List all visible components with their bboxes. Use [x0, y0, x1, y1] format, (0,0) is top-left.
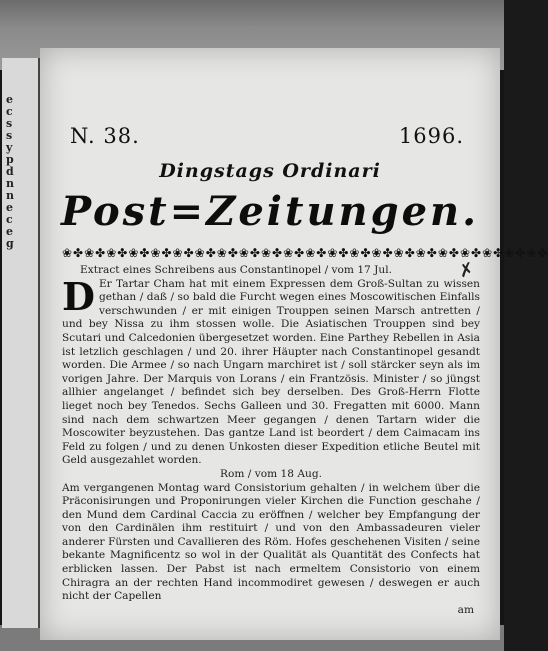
drop-cap-initial: D — [62, 273, 95, 319]
article-paragraph — [62, 273, 480, 468]
article-text: Er Tartar Cham hat mit einem Expressen dem Groß-Sultan zu wissen gethan / daß / so bald die Furcht wegen eines Moscowitischen Einfalls verschwunden / er mit einigen Trouppen seinen Marsch antretten / und bey Nissa zu ihm stossen wolle. Die Asiatischen Trouppen sind bey Scutari und Calcedonien übergesetzet worden. Eine Parthey Rebellen in Asia ist letzlich geschlagen / und 20. ihrer Häupter nach Constantinopel gesandt worden. Die Armee / so nach Ungarn marchiret ist / soll stärcker seyn als im vorigen Jahre. Der Marquis von Lorans / ein Frantzösis. Minister / so jüngst allhier angelanget / befindet sich bey derselben. Des Groß-Herrn Flotte lieget noch bey Tenedos. Sechs Galleen und 30. Fregatten mit 6000. Mann sind nach dem schwartzen Meer gegangen / denen Tartarn wider die Moscowiter beyzustehen. Das gantze Land ist beordert / dem Caimacam ins Feld zu folgen / und zu denen Unkosten dieser Expedition etliche Beutel mit Geld ausgezahlet worden. — [62, 277, 480, 467]
ink-mark-icon: ✗ — [456, 258, 477, 283]
masthead-header — [70, 124, 464, 154]
article-paragraph: Am vergangenen Montag ward Consistorium gehalten / in welchem über die Präconisirungen und Proponirungen vieler Kirchen die Function geschahe / den Mund dem Cardinal Caccia zu eröffnen / welcher bey Empfangung der von den Cardinälen ihm restituirt / und von den Ambassadeuren vieler anderer Fürsten und Cavallieren des Röm. Hofes geschehenen Visiten / seine bekante Magnificentz so wol in der Qualität als Quantität des Confects hat erblicken lassen. Der Pabst ist nach ermeltem Consistorio von einem Chiragra an der rechten Hand incommodiret gewesen / deswegen er auch nicht der Capellen — [62, 481, 480, 603]
newspaper-page — [40, 48, 548, 640]
catchword: am — [457, 603, 474, 616]
adjacent-page-text: e c s s y p d n n e c e g — [6, 93, 14, 250]
article-dateline: Rom / vom 18 Aug. — [220, 467, 322, 480]
article-body — [62, 264, 480, 617]
masthead-subtitle: Dingstags Ordinari — [159, 160, 381, 182]
adjacent-page-strip — [2, 58, 40, 628]
ornament-divider: ❀✤❀✤❀✤❀✤❀✤❀✤❀✤❀✤❀✤❀✤❀✤❀✤❀✤❀✤❀✤❀✤❀✤❀✤❀✤❀✤❀✤❀✤ — [62, 246, 548, 260]
masthead-title: Post=Zeitungen. — [60, 188, 480, 235]
issue-number: N. 38. — [70, 124, 140, 148]
issue-year: 1696. — [398, 124, 464, 148]
article-dateline: Extract eines Schreibens aus Constantinopel / vom 17 Jul. — [80, 264, 392, 276]
